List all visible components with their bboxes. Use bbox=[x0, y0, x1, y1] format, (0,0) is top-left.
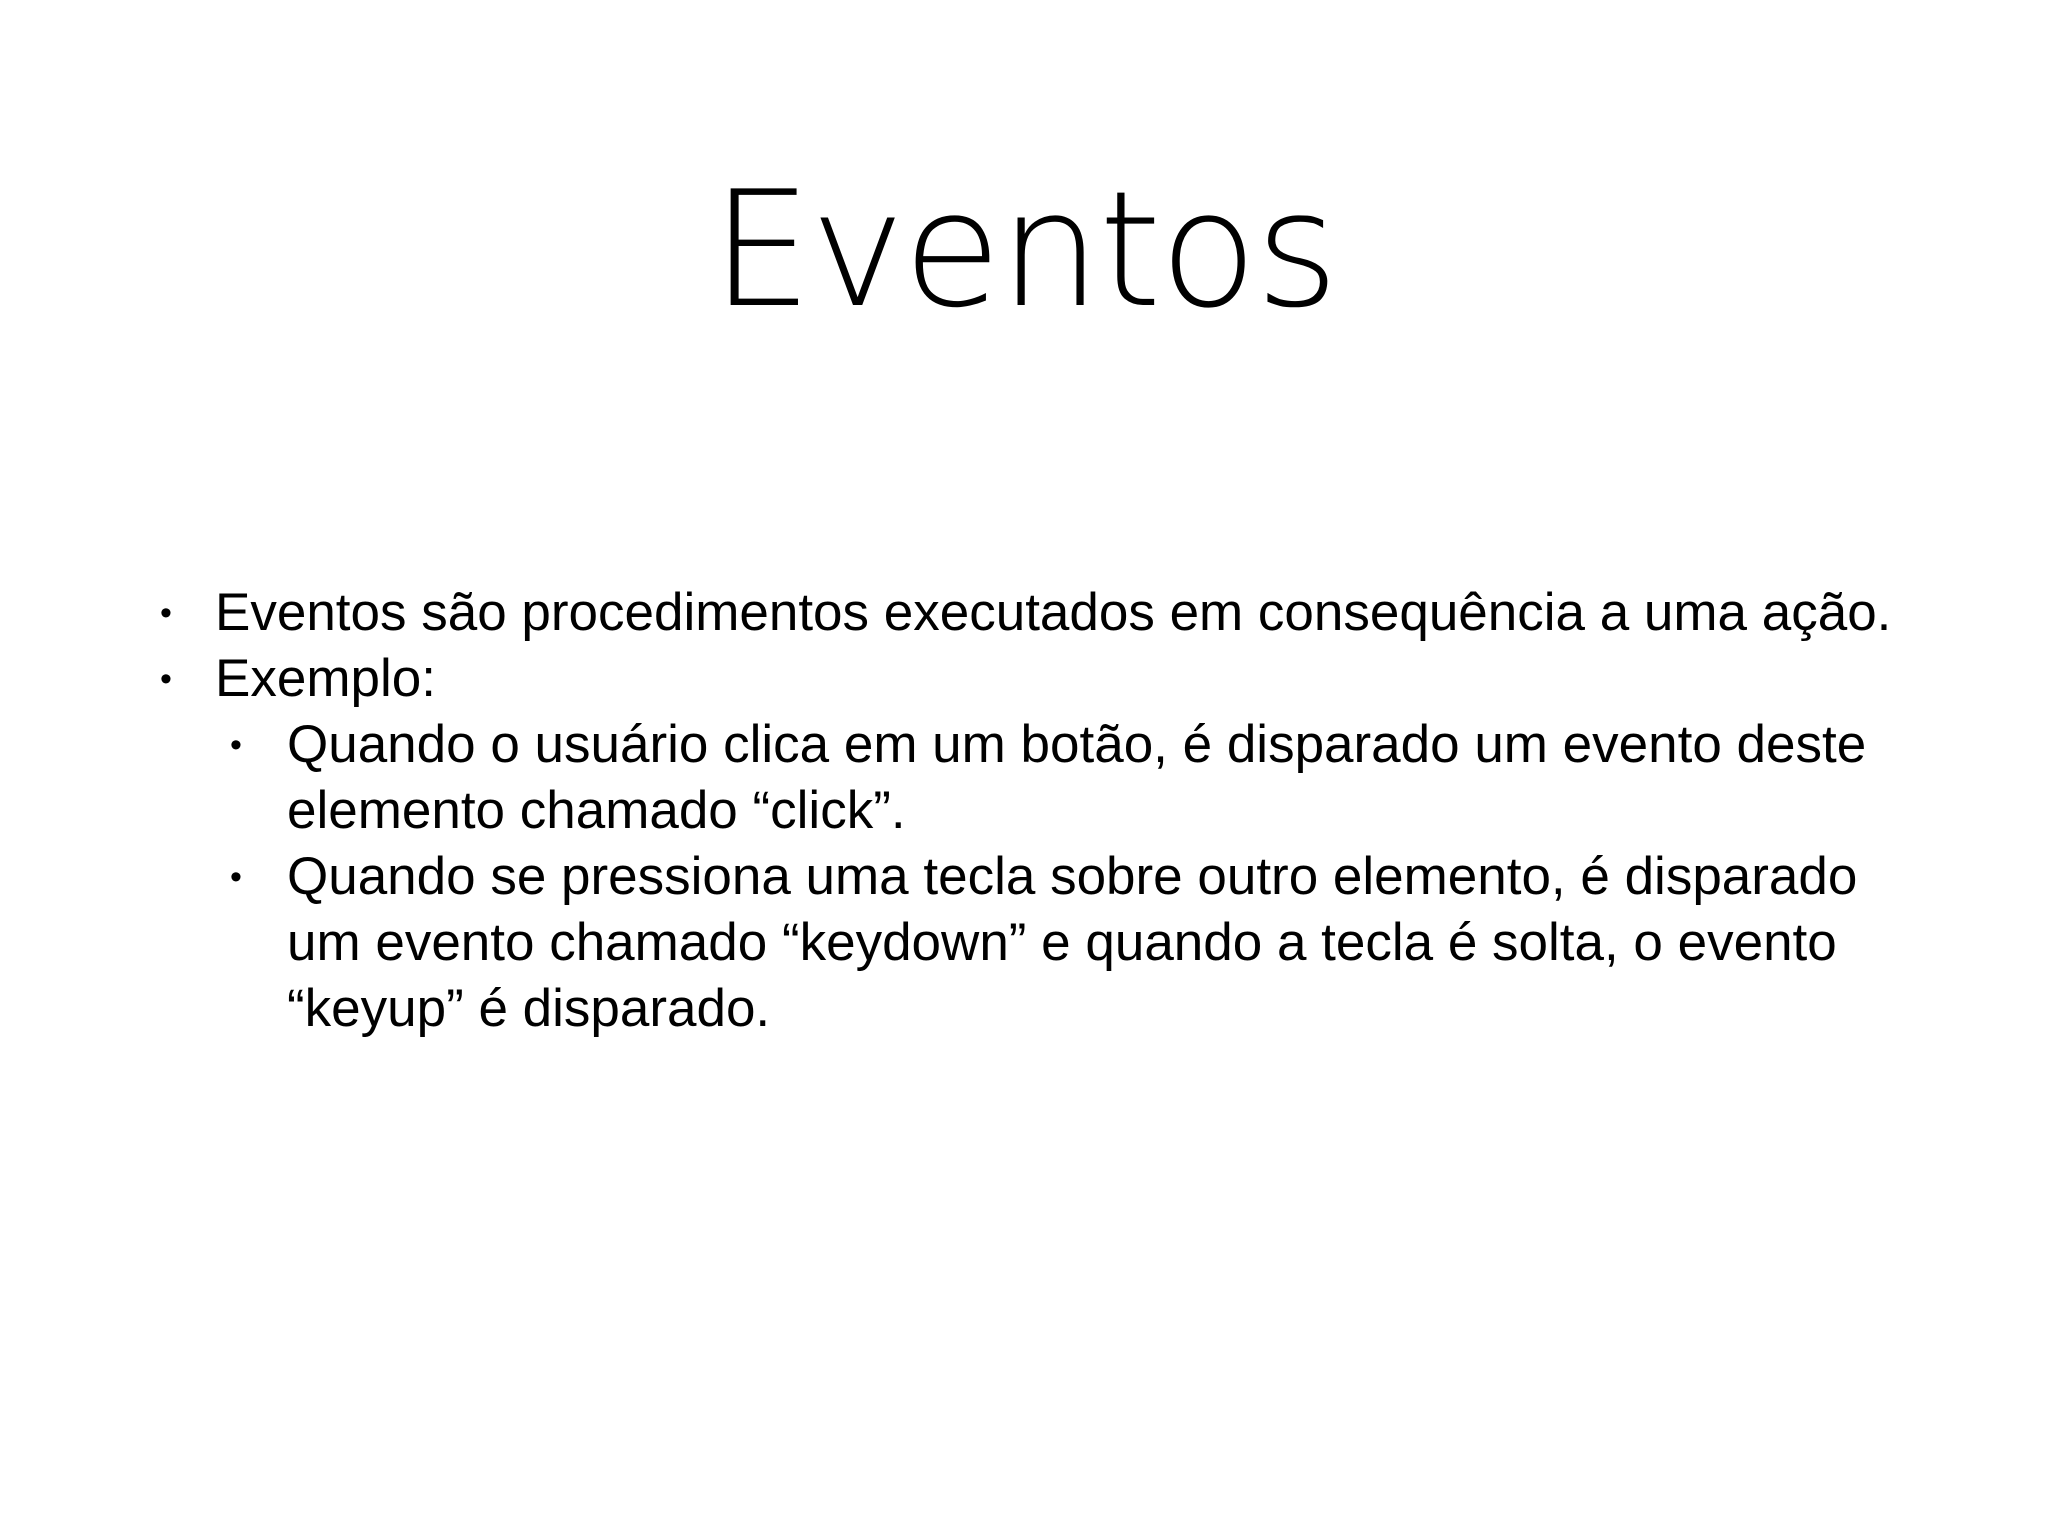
bullet-icon: • bbox=[230, 858, 242, 896]
sub-bullet-item bbox=[230, 712, 1920, 844]
sub-bullet-text: Quando o usuário clica em um botão, é disparado um evento deste elemento chamado “click”. bbox=[287, 715, 1867, 840]
bullet-icon: • bbox=[160, 660, 172, 698]
bullet-icon: • bbox=[230, 726, 242, 764]
sub-bullet-text: Quando se pressiona uma tecla sobre outro elemento, é disparado um evento chamado “keydown” e quando a tecla é solta, o evento “keyup” é disparado. bbox=[287, 847, 1858, 1038]
bullet-item bbox=[160, 646, 1920, 712]
slide-body bbox=[160, 580, 1920, 1042]
bullet-text: Eventos são procedimentos executados em consequência a uma ação. bbox=[215, 583, 1892, 642]
bullet-text: Exemplo: bbox=[215, 649, 436, 708]
bullet-icon: • bbox=[160, 594, 172, 632]
sub-bullet-item bbox=[230, 844, 1920, 1042]
slide-title: Eventos bbox=[711, 156, 1337, 343]
bullet-item bbox=[160, 580, 1920, 646]
